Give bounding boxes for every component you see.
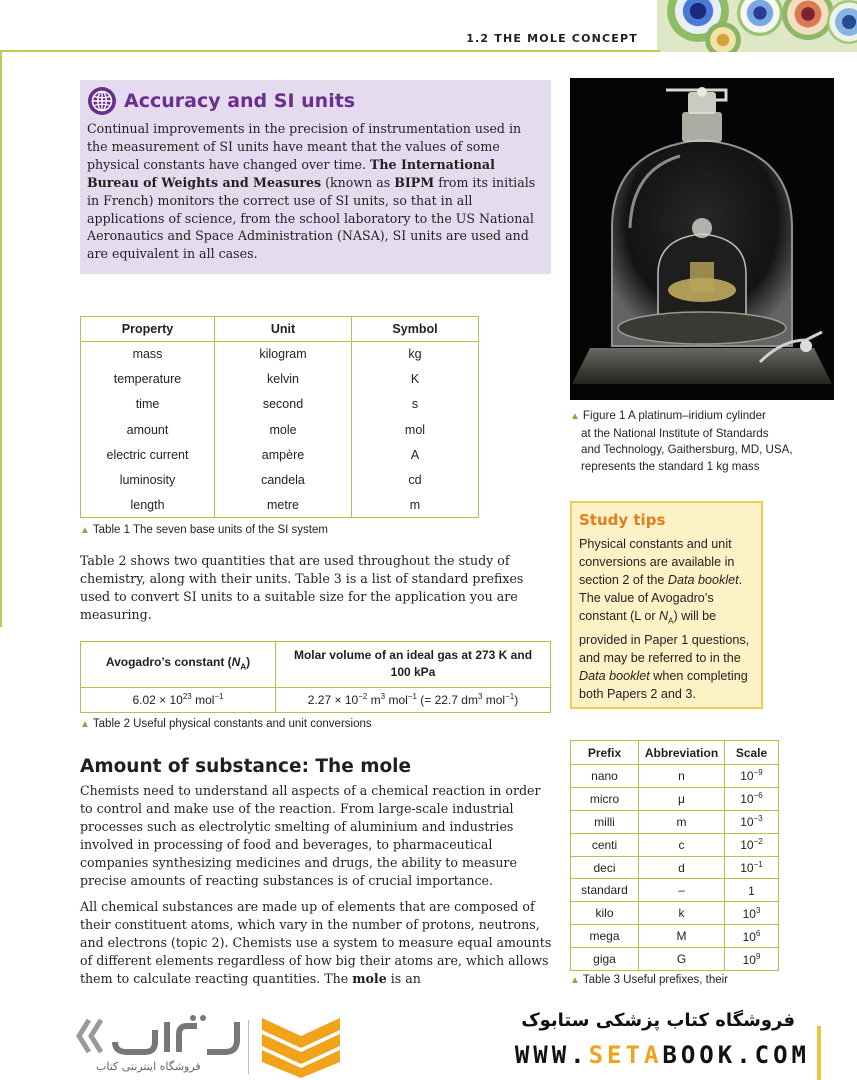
globe-icon <box>87 86 117 116</box>
store-url[interactable]: WWW.SETABOOK.COM <box>514 1041 810 1069</box>
section-paragraph-1: Chemists need to understand all aspects of a chemical reaction in order to control and make use of the reaction. From large-scale industrial processes such as electrolytic smelting of aluminium and industries involved in processing of food and beverages, to pharmaceutical companies synthesizing medicines and drugs, the ability to measure precise amounts of reacting substances is of crucial importance. <box>80 783 541 888</box>
table-header-cell: Molar volume of an ideal gas at 273 K and 100 kPa <box>276 642 551 688</box>
store-name: فروشگاه کتاب پزشکی ستابوک <box>521 1010 795 1031</box>
table-row: luminosity candela cd <box>81 467 479 492</box>
caption-triangle-icon: ▲ <box>570 975 580 986</box>
table-row <box>81 687 551 712</box>
table-row: milli m $10^{-3}$ <box>571 810 779 833</box>
table-row: giga G $10^9$ <box>571 948 779 971</box>
header-decoration-image <box>657 0 857 52</box>
caption-triangle-icon: ▲ <box>80 719 90 730</box>
table-row: electric current ampère A <box>81 442 479 467</box>
accuracy-box-body: Continual improvements in the precision of instrumentation used in the measurement of SI units have meant that the values of some physical constants have changed over time. The International Bureau of Weights and Measures (known as BIPM from its initials in French) monitors the correct use of SI units, so that in all applications of science, from the school laboratory to the US National Aeronautics and Space Administration (NASA), SI units are used and are equivalent in all cases. <box>87 121 536 262</box>
logo-subtitle: فروشگاه اینترنتی کتاب <box>96 1060 201 1073</box>
table-row: mass kilogram kg <box>81 342 479 367</box>
table-header-cell: Symbol <box>352 317 479 342</box>
table-row: time second s <box>81 392 479 417</box>
table-header-cell: Property <box>81 317 215 342</box>
table-row: standard – 1 <box>571 879 779 902</box>
kilogram-prototype-photo <box>570 78 834 400</box>
table-si-base-units <box>80 316 479 518</box>
table-row: centi c $10^{-2}$ <box>571 833 779 856</box>
figure1-caption: ▲ Figure 1 A platinum–iridium cylinder at the National Institute of Standards and Technology, Gaithersburg, MD, USA, represents the standard 1 kg mass <box>570 409 793 473</box>
accuracy-box-title: Accuracy and SI units <box>124 90 356 112</box>
table-row: amount mole mol <box>81 417 479 442</box>
table-header-cell: Prefix <box>571 741 639 765</box>
table-row: nano n $10^{-9}$ <box>571 765 779 788</box>
table-row: deci d $10^{-1}$ <box>571 856 779 879</box>
table-row: micro μ $10^{-6}$ <box>571 787 779 810</box>
table-physical-constants <box>80 641 551 713</box>
paragraph-tables-intro: Table 2 shows two quantities that are used throughout the study of chemistry, along with their units. Table 3 is a list of standard prefixes used to convert SI units to a suitable size for the application you are measuring. <box>80 553 524 622</box>
left-margin-rule <box>0 52 2 627</box>
section-title: Amount of substance: The mole <box>80 756 412 777</box>
study-tips-title: Study tips <box>579 511 666 529</box>
table-row: temperature kelvin K <box>81 367 479 392</box>
footer-accent-bar <box>817 1026 821 1080</box>
table-header-cell: Unit <box>215 317 352 342</box>
table1-caption: ▲ Table 1 The seven base units of the SI system <box>80 524 328 536</box>
table2-caption: ▲ Table 2 Useful physical constants and unit conversions <box>80 718 372 730</box>
table-header-cell: Scale <box>725 741 779 765</box>
avogadro-value: $6.02 \times 10^{23}$ mol$^{-1}$ <box>81 687 276 712</box>
study-tips-body: Physical constants and unit conversions are available in section 2 of the Data booklet. The value of Avogadro’s constant (L or $N_A$) will be provided in Paper 1 questions, and may be referred to in the Data booklet when completing both Papers 2 and 3. <box>579 537 750 701</box>
section-paragraph-2: All chemical substances are made up of elements that are composed of their constituent atoms, which vary in the number of protons, neutrons, and electrons (topic 2). Chemists use a system to measure equal amounts of different elements regardless of how big their atoms are, which allows them to calculate reacting quantities. The mole is an <box>80 899 552 986</box>
molar-volume-value: $2.27 \times 10^{-2}$ $m^3$ mol$^{-1}$ (= 22.7 $dm^3$ mol$^{-1}$) <box>276 687 551 712</box>
section-header: 1.2 THE MOLE CONCEPT <box>466 32 638 45</box>
table-row: kilo k $10^3$ <box>571 902 779 925</box>
chevron-logo-icon <box>262 1018 340 1078</box>
header-rule <box>0 50 660 52</box>
table-row: length metre m <box>81 493 479 518</box>
table-header-cell: Avogadro’s constant $(N_A)$ <box>81 642 276 688</box>
footer-divider <box>248 1020 249 1074</box>
table-row: mega M $10^6$ <box>571 925 779 948</box>
table3-caption: ▲ Table 3 Useful prefixes, their <box>570 974 729 986</box>
table-header-cell: Abbreviation <box>639 741 725 765</box>
table-prefixes <box>570 740 779 971</box>
caption-triangle-icon: ▲ <box>570 411 580 422</box>
caption-triangle-icon: ▲ <box>80 525 90 536</box>
